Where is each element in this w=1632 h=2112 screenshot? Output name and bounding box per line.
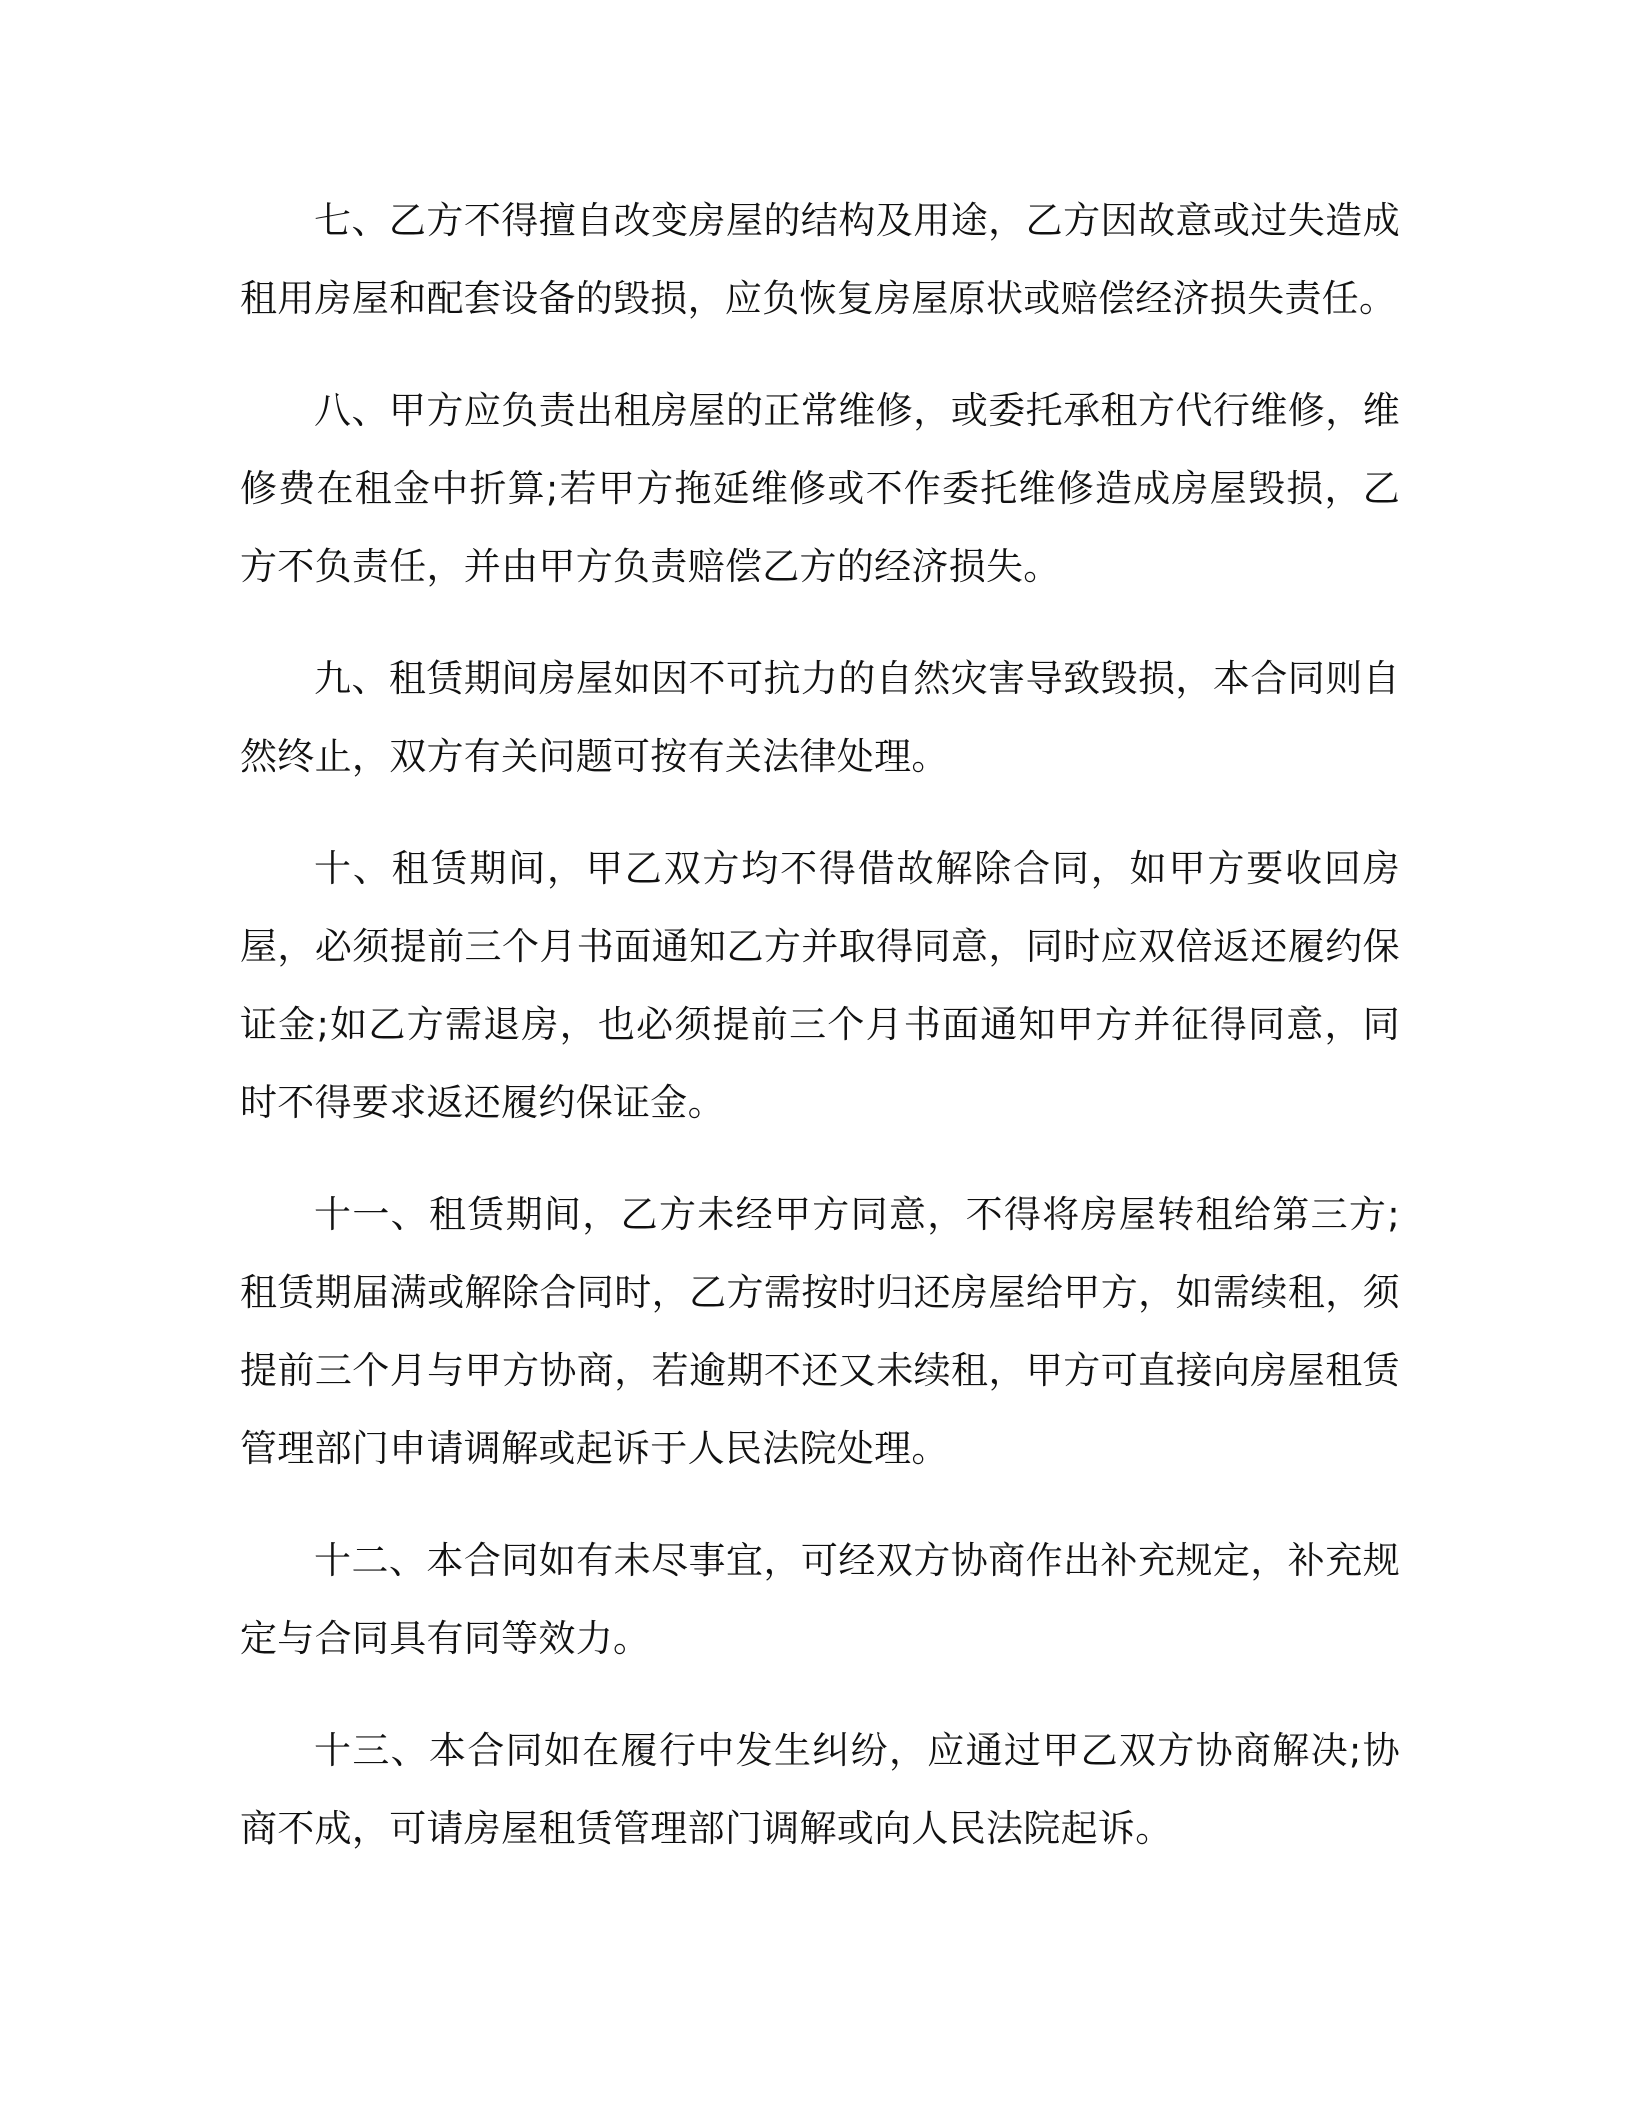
clause-9: 九、租赁期间房屋如因不可抗力的自然灾害导致毁损，本合同则自然终止，双方有关问题可按有关法律处理。: [240, 657, 1400, 778]
clause-10: 十、租赁期间，甲乙双方均不得借故解除合同，如甲方要收回房屋，必须提前三个月书面通知乙方并取得同意，同时应双倍返还履约保证金;如乙方需退房，也必须提前三个月书面通知甲方并征得同意，同时不得要求返还履约保证金。: [240, 847, 1400, 1124]
clause-11: 十一、租赁期间，乙方未经甲方同意，不得将房屋转租给第三方;租赁期届满或解除合同时，乙方需按时归还房屋给甲方，如需续租，须提前三个月与甲方协商，若逾期不还又未续租，甲方可直接向房屋租赁管理部门申请调解或起诉于人民法院处理。: [240, 1193, 1400, 1470]
clause-7: 七、乙方不得擅自改变房屋的结构及用途，乙方因故意或过失造成租用房屋和配套设备的毁损，应负恢复房屋原状或赔偿经济损失责任。: [240, 199, 1400, 320]
contract-clauses: [240, 182, 1400, 1902]
clause-12: 十二、本合同如有未尽事宜，可经双方协商作出补充规定，补充规定与合同具有同等效力。: [240, 1539, 1400, 1660]
clause-13: 十三、本合同如在履行中发生纠纷，应通过甲乙双方协商解决;协商不成，可请房屋租赁管理部门调解或向人民法院起诉。: [240, 1729, 1400, 1850]
clause-8: 八、甲方应负责出租房屋的正常维修，或委托承租方代行维修，维修费在租金中折算;若甲方拖延维修或不作委托维修造成房屋毁损，乙方不负责任，并由甲方负责赔偿乙方的经济损失。: [240, 389, 1400, 588]
